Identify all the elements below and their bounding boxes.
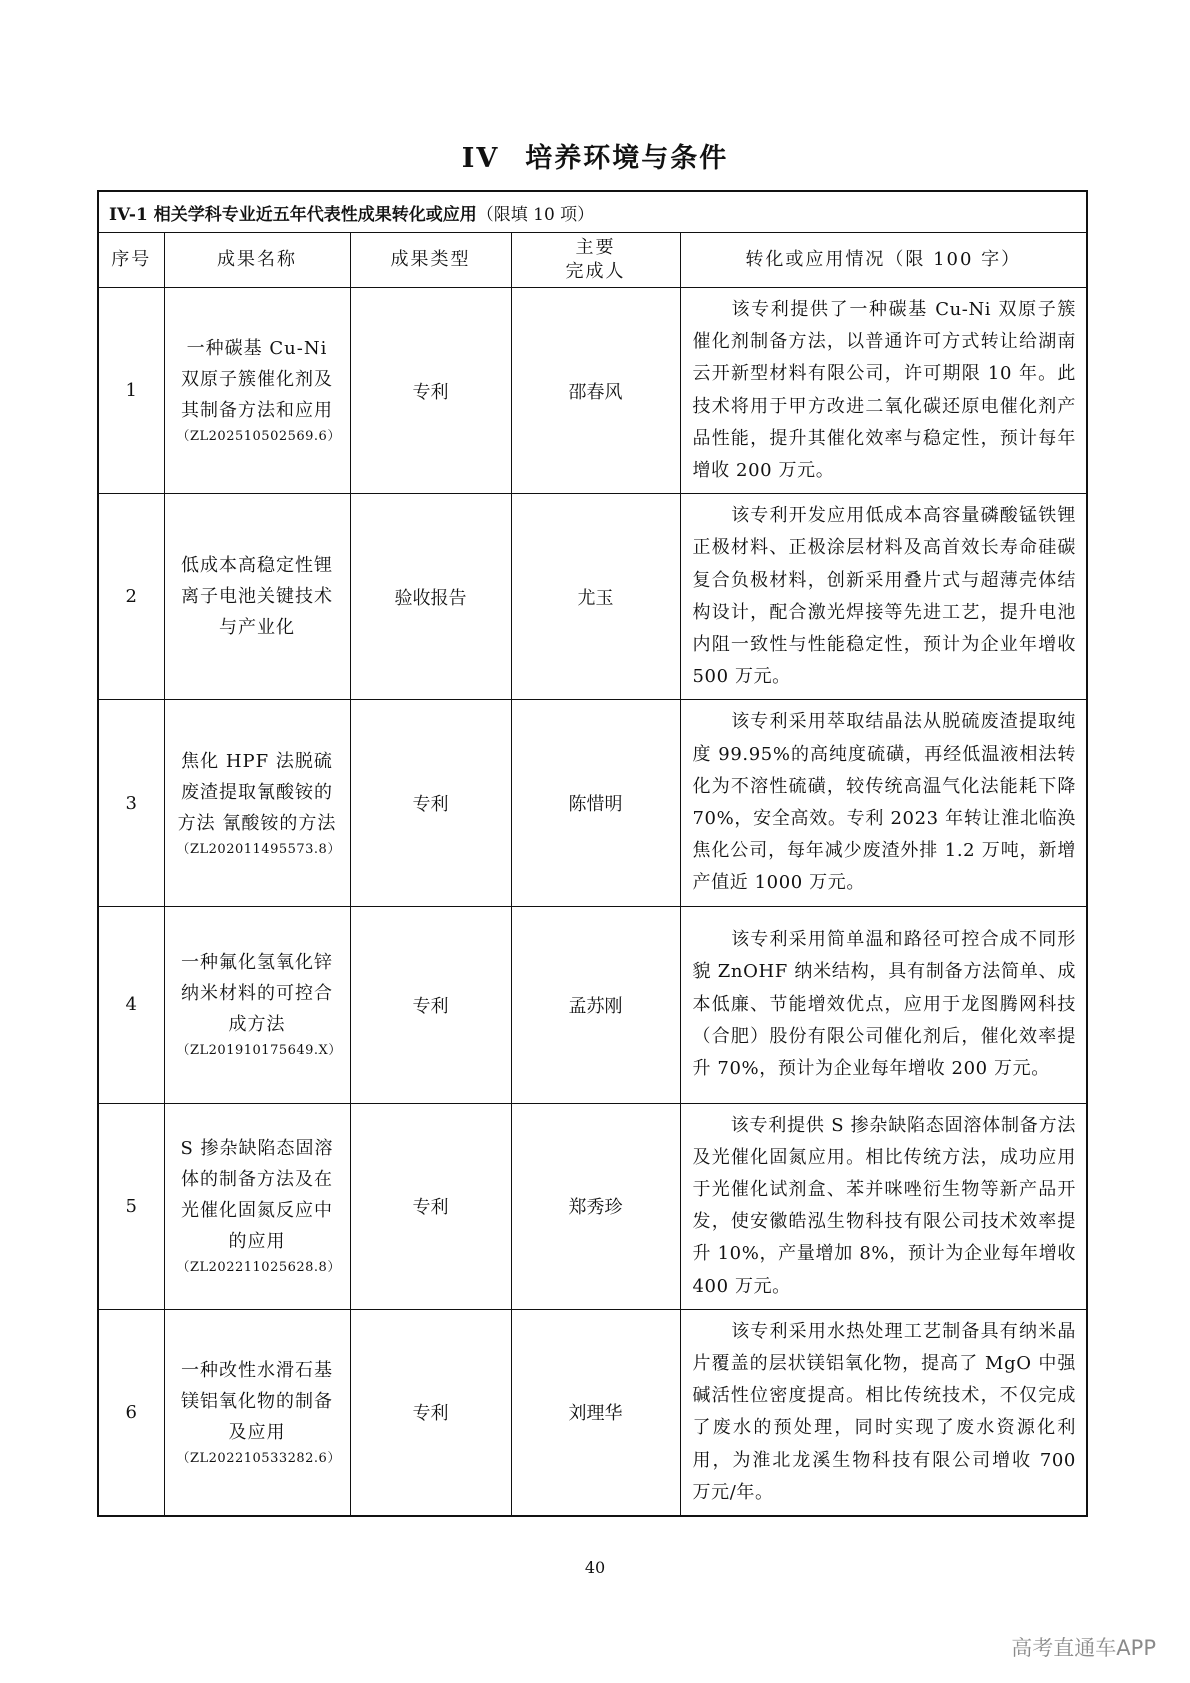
row-description: 该专利采用简单温和路径可控合成不同形貌 ZnOHF 纳米结构，具有制备方法简单、成本低廉、节能增效优点，应用于龙图腾网科技（合肥）股份有限公司催化剂后，催化效率提升 70%，预计为企业每年增收 200 万元。: [692, 929, 1076, 1079]
table-row: [98, 906, 1087, 1103]
page-number: 40: [584, 1558, 606, 1577]
row-person: 郑秀珍: [511, 1103, 680, 1309]
table-row: [98, 288, 1087, 494]
row-name: 低成本高稳定性锂离子电池关键技术与产业化: [181, 555, 333, 639]
achievements-table: [97, 190, 1088, 1517]
row-patent-code: （ZL202211025628.8）: [176, 1260, 341, 1276]
row-index: 4: [98, 906, 164, 1103]
row-name: 一种改性水滑石基镁铝氧化物的制备及应用: [181, 1359, 333, 1443]
row-patent-code: （ZL202011495573.8）: [176, 841, 341, 857]
row-index: 5: [98, 1103, 164, 1309]
row-name-cell: [164, 1309, 350, 1516]
header-name: 成果名称: [164, 233, 350, 288]
row-description: 该专利提供了一种碳基 Cu-Ni 双原子簇催化剂制备方法，以普通许可方式转让给湖南云开新型材料有限公司，许可期限 10 年。此技术将用于甲方改进二氧化碳还原电催化剂产品性能，提升其催化效率与稳定性，预计每年增收 200 万元。: [692, 299, 1076, 482]
row-person: 尤玉: [511, 494, 680, 700]
section-heading-row: [98, 191, 1087, 233]
row-name-cell: [164, 1103, 350, 1309]
chapter-title: 培养环境与条件: [525, 143, 729, 174]
row-person: 陈惜明: [511, 700, 680, 906]
row-person: 孟苏刚: [511, 906, 680, 1103]
row-description: 该专利开发应用低成本高容量磷酸锰铁锂正极材料、正极涂层材料及高首效长寿命硅碳复合负极材料，创新采用叠片式与超薄壳体结构设计，配合激光焊接等先进工艺，提升电池内阻一致性与性能稳定性，预计为企业年增收 500 万元。: [692, 505, 1076, 688]
row-name: S 掺杂缺陷态固溶体的制备方法及在光催化固氮反应中的应用: [180, 1138, 334, 1253]
row-name-cell: [164, 494, 350, 700]
row-type: 专利: [350, 288, 511, 494]
row-name-cell: [164, 700, 350, 906]
row-patent-code: （ZL202210533282.6）: [176, 1450, 341, 1466]
row-name: 一种碳基 Cu-Ni 双原子簇催化剂及其制备方法和应用: [181, 338, 333, 422]
table-row: [98, 700, 1087, 906]
chapter-number: IV: [461, 143, 500, 174]
page-title: [0, 136, 1190, 175]
row-description-cell: [680, 494, 1087, 700]
header-type: 成果类型: [350, 233, 511, 288]
row-type: 专利: [350, 906, 511, 1103]
row-person: 邵春风: [511, 288, 680, 494]
row-type: 验收报告: [350, 494, 511, 700]
row-index: 3: [98, 700, 164, 906]
section-heading-text: IV-1 相关学科专业近五年代表性成果转化或应用: [109, 204, 477, 225]
row-description: 该专利采用水热处理工艺制备具有纳米晶片覆盖的层状镁铝氧化物，提高了 MgO 中强碱活性位密度提高。相比传统技术，不仅完成了废水的预处理，同时实现了废水资源化利用，为淮北龙溪生物科技有限公司增收 700 万元/年。: [692, 1320, 1076, 1503]
section-heading-note: （限填 10 项）: [476, 204, 595, 225]
row-name-cell: [164, 906, 350, 1103]
row-index: 1: [98, 288, 164, 494]
row-patent-code: （ZL201910175649.X）: [176, 1043, 342, 1059]
row-description-cell: [680, 700, 1087, 906]
row-type: 专利: [350, 1103, 511, 1309]
row-type: 专利: [350, 700, 511, 906]
header-index: 序号: [98, 233, 164, 288]
table-row: [98, 494, 1087, 700]
row-description-cell: [680, 1309, 1087, 1516]
table-header-row: [98, 233, 1087, 288]
row-person: 刘理华: [511, 1309, 680, 1516]
row-name-cell: [164, 288, 350, 494]
table-row: [98, 1103, 1087, 1309]
row-description-cell: [680, 1103, 1087, 1309]
row-type: 专利: [350, 1309, 511, 1516]
watermark: 高考直通车APP: [1011, 1636, 1156, 1660]
row-description: 该专利提供 S 掺杂缺陷态固溶体制备方法及光催化固氮应用。相比传统方法，成功应用于光催化试剂盒、苯并咪唑衍生物等新产品开发，使安徽皓泓生物科技有限公司技术效率提升 10%，产量增加 8%，预计为企业每年增收 400 万元。: [692, 1114, 1076, 1297]
row-index: 6: [98, 1309, 164, 1516]
header-person: 主要 完成人: [511, 233, 680, 288]
row-index: 2: [98, 494, 164, 700]
row-patent-code: （ZL202510502569.6）: [176, 429, 341, 445]
row-description-cell: [680, 288, 1087, 494]
table-row: [98, 1309, 1087, 1516]
row-name: 一种氟化氢氧化锌纳米材料的可控合成方法: [181, 952, 333, 1036]
row-description-cell: [680, 906, 1087, 1103]
row-name: 焦化 HPF 法脱硫废渣提取氰酸铵的方法 氰酸铵的方法: [177, 750, 337, 834]
header-description: 转化或应用情况（限 100 字）: [680, 233, 1087, 288]
table-body: [98, 288, 1087, 1517]
section-heading: [98, 191, 1087, 233]
row-description: 该专利采用萃取结晶法从脱硫废渣提取纯度 99.95%的高纯度硫磺，再经低温液相法转化为不溶性硫磺，较传统高温气化法能耗下降 70%，安全高效。专利 2023 年转让淮北临涣焦化公司，每年减少废渣外排 1.2 万吨，新增产值近 1000 万元。: [692, 711, 1076, 894]
